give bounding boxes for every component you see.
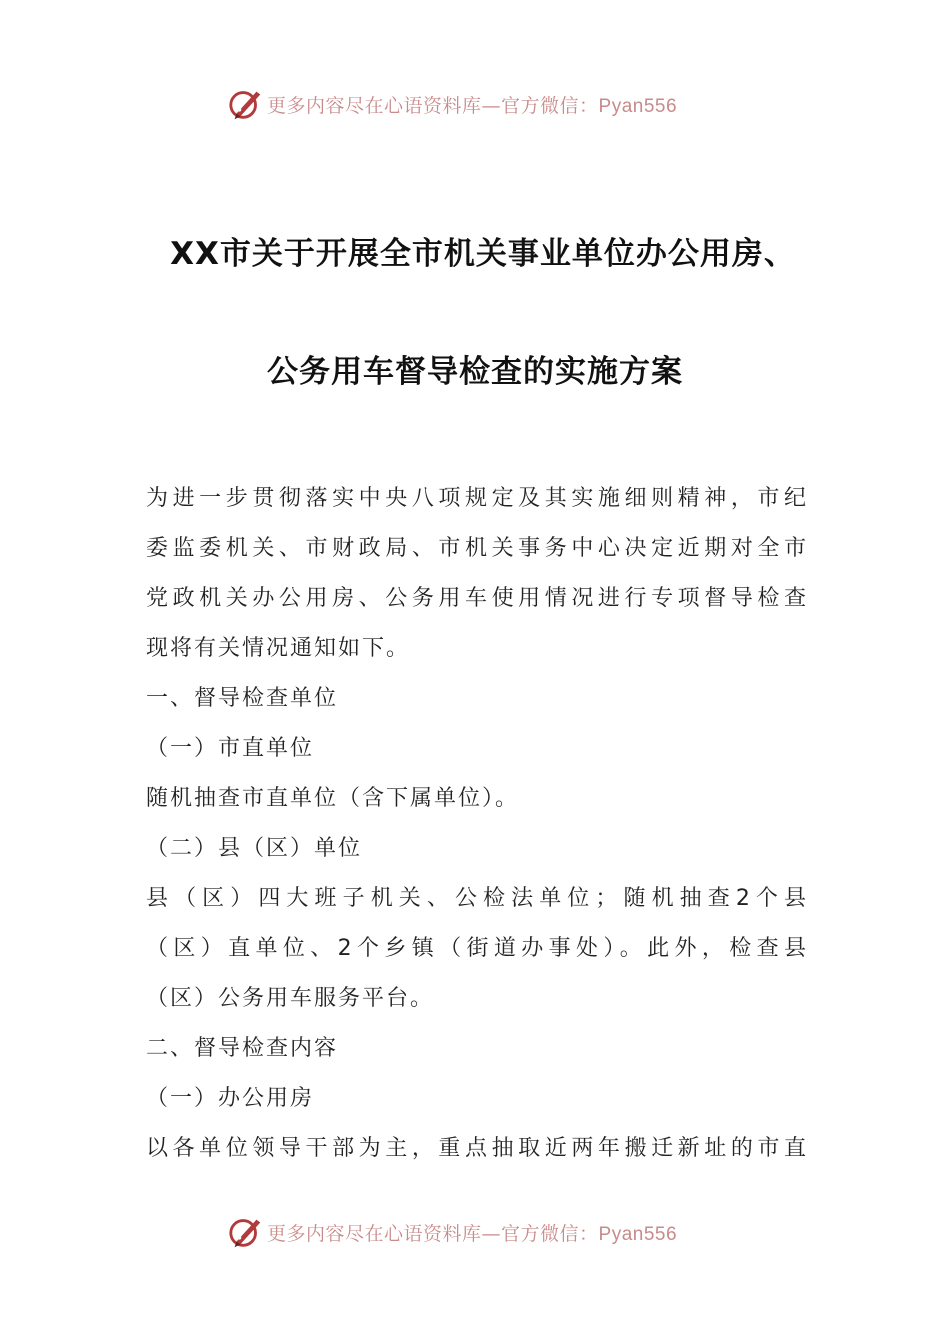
subsection-heading: （一）市直单位 xyxy=(146,736,315,761)
section-heading: 二、督导检查内容 xyxy=(146,1036,339,1061)
body-line: 县（区）四大班子机关、公检法单位；随机抽查2个县 xyxy=(146,886,806,911)
watermark-text: 更多内容尽在心语资料库—官方微信： xyxy=(267,94,599,117)
watermark-wechat-id: Pyan556 xyxy=(598,1223,678,1245)
watermark-wechat-id: Pyan556 xyxy=(598,95,678,117)
document-title-line-1: XX市关于开展全市机关事业单位办公用房、 xyxy=(170,236,796,272)
body-line: 党政机关办公用房、公务用车使用情况进行专项督导检查 xyxy=(146,586,806,611)
body-line: （区）公务用车服务平台。 xyxy=(146,986,435,1011)
body-line: （区）直单位、2个乡镇（街道办事处）。此外，检查县 xyxy=(146,936,806,961)
body-line: 随机抽查市直单位（含下属单位）。 xyxy=(146,786,520,811)
body-line: 委监委机关、市财政局、市机关事务中心决定近期对全市 xyxy=(146,536,806,561)
subsection-heading: （一）办公用房 xyxy=(146,1086,315,1111)
body-line: 为进一步贯彻落实中央八项规定及其实施细则精神，市纪 xyxy=(146,486,806,511)
header-watermark xyxy=(227,84,677,124)
subsection-heading: （二）县（区）单位 xyxy=(146,836,363,861)
body-line: 现将有关情况通知如下。 xyxy=(146,636,411,661)
section-heading: 一、督导检查单位 xyxy=(146,686,339,711)
watermark-text: 更多内容尽在心语资料库—官方微信： xyxy=(267,1222,599,1245)
footer-watermark xyxy=(227,1212,677,1252)
pen-logo-icon xyxy=(227,85,265,123)
document-title-line-2: 公务用车督导检查的实施方案 xyxy=(267,354,683,390)
pen-logo-icon xyxy=(227,1213,265,1251)
body-line: 以各单位领导干部为主，重点抽取近两年搬迁新址的市直 xyxy=(146,1136,806,1161)
document-body xyxy=(146,474,806,1174)
